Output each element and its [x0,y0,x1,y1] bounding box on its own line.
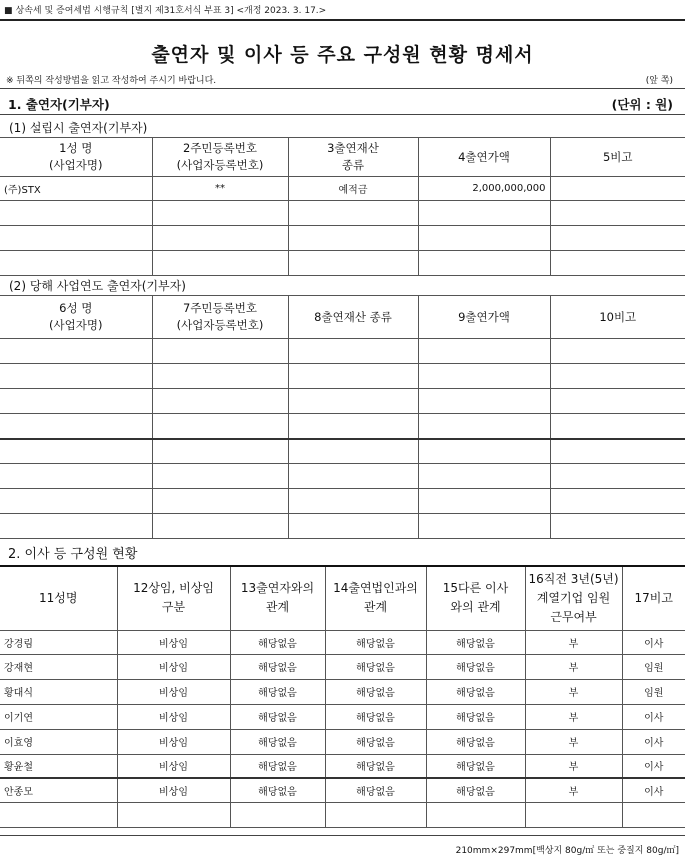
relation-director-cell: 해당없음 [426,654,525,679]
header-line: (사업자명) [49,318,103,332]
empty-cell [288,201,418,226]
member-status-cell: 비상임 [117,729,230,754]
empty-cell [418,439,550,464]
member-name-cell: 황윤철 [0,754,117,778]
reg-number-cell: ** [152,177,288,201]
member-remark-cell: 이사 [622,630,685,654]
empty-cell [230,802,325,827]
relation-director-cell: 해당없음 [426,679,525,704]
footer-divider [0,835,685,836]
unit-label: (단위 : 원) [611,97,673,112]
member-name-cell: 이기연 [0,704,117,729]
header-line: 관계 [363,600,388,615]
col-header: 9출연가액 [418,296,550,339]
empty-cell [288,389,418,414]
remark-cell [550,177,685,201]
sub1-title: (1) 설립시 출연자(기부자) [9,121,148,135]
empty-cell [550,514,685,539]
empty-cell [152,489,288,514]
empty-cell [288,251,418,276]
amount-cell: 2,000,000,000 [418,177,550,201]
member-remark-cell: 이사 [622,704,685,729]
col-header [426,566,525,630]
empty-cell [426,802,525,827]
empty-cell [418,514,550,539]
relation-director-cell: 해당없음 [426,630,525,654]
member-status-cell: 비상임 [117,754,230,778]
relation-director-cell: 해당없음 [426,704,525,729]
empty-cell [288,464,418,489]
header-line: 종류 [341,158,365,172]
header-line: 3출연재산 [327,141,379,155]
header-line: 13출연자와의 [240,581,315,596]
affiliate-history-cell: 부 [525,630,622,654]
member-status-cell: 비상임 [117,654,230,679]
empty-cell [0,414,152,439]
col-header: 4출연가액 [418,138,550,177]
col-header [0,296,152,339]
member-status-cell: 비상임 [117,679,230,704]
member-remark-cell: 임원 [622,654,685,679]
paper-spec: 210mm×297mm[백상지 80g/㎡ 또는 중질지 80g/㎡] [455,846,679,856]
member-name-cell: 안종모 [0,778,117,802]
header-line: 16직전 3년(5년) [528,571,619,586]
empty-cell [152,439,288,464]
col-header [288,138,418,177]
header-line: (사업자등록번호) [176,158,264,172]
header-line: 15다른 이사 [442,581,509,596]
empty-cell [418,364,550,389]
empty-cell [152,339,288,364]
empty-cell [418,389,550,414]
donor-name-cell: (주)STX [0,177,152,201]
affiliate-history-cell: 부 [525,729,622,754]
relation-donor-cell: 해당없음 [230,729,325,754]
empty-cell [418,226,550,251]
square-bullet-icon: ■ [4,6,13,16]
empty-cell [0,389,152,414]
empty-cell [152,514,288,539]
relation-donor-cell: 해당없음 [230,630,325,654]
empty-cell [550,439,685,464]
relation-corp-cell: 해당없음 [325,630,426,654]
header-line: 와의 관계 [450,600,501,615]
empty-cell [622,802,685,827]
empty-cell [288,339,418,364]
header-line: 7주민등록번호 [183,301,257,315]
col-header [152,296,288,339]
member-name-cell: 황대식 [0,679,117,704]
relation-corp-cell: 해당없음 [325,654,426,679]
empty-cell [418,201,550,226]
relation-donor-cell: 해당없음 [230,679,325,704]
page-side-label: (앞 쪽) [645,76,673,86]
empty-cell [550,251,685,276]
header-line: 관계 [265,600,290,615]
instruction-note: ※ 뒤쪽의 작성방법을 읽고 작성하여 주시기 바랍니다. [6,76,217,86]
empty-cell [418,251,550,276]
current-year-donor-table [0,295,685,539]
sub2-title: (2) 당해 사업연도 출연자(기부자) [9,279,186,293]
header-line: 계열기업 임원 [536,590,611,605]
empty-cell [418,414,550,439]
col-header: 11성명 [0,566,117,630]
relation-corp-cell: 해당없음 [325,778,426,802]
empty-cell [152,389,288,414]
empty-cell [0,439,152,464]
header-line: 14출연법인과의 [333,581,418,596]
header-divider [0,19,685,21]
member-remark-cell: 임원 [622,679,685,704]
col-header: 8출연재산 종류 [288,296,418,339]
empty-cell [550,414,685,439]
col-header [117,566,230,630]
col-header: 17비고 [622,566,685,630]
relation-donor-cell: 해당없음 [230,778,325,802]
affiliate-history-cell: 부 [525,778,622,802]
empty-cell [550,339,685,364]
member-name-cell: 이효영 [0,729,117,754]
section2-title: 2. 이사 등 구성원 현황 [8,547,138,562]
relation-corp-cell: 해당없음 [325,704,426,729]
member-status-cell: 비상임 [117,630,230,654]
header-line: (사업자등록번호) [176,318,264,332]
relation-corp-cell: 해당없음 [325,679,426,704]
header-line: 12상임, 비상임 [133,581,214,596]
affiliate-history-cell: 부 [525,654,622,679]
member-remark-cell: 이사 [622,778,685,802]
empty-cell [550,464,685,489]
empty-cell [418,339,550,364]
empty-cell [0,226,152,251]
empty-cell [418,464,550,489]
empty-cell [0,339,152,364]
col-header [152,138,288,177]
member-status-cell: 비상임 [117,704,230,729]
empty-cell [550,226,685,251]
empty-cell [152,414,288,439]
empty-cell [288,439,418,464]
relation-donor-cell: 해당없음 [230,754,325,778]
empty-cell [525,802,622,827]
member-table [0,565,685,828]
col-header: 5비고 [550,138,685,177]
empty-cell [152,464,288,489]
form-rule-label: 상속세 및 증여세법 시행규칙 [별지 제31호서식 부표 3] <개정 2023. 3. 17.> [15,6,327,16]
empty-cell [0,489,152,514]
empty-cell [152,364,288,389]
header-line: 근무여부 [550,609,597,624]
relation-donor-cell: 해당없음 [230,654,325,679]
affiliate-history-cell: 부 [525,704,622,729]
relation-director-cell: 해당없음 [426,729,525,754]
note-divider [0,88,685,89]
empty-cell [550,489,685,514]
col-header [230,566,325,630]
member-name-cell: 강재현 [0,654,117,679]
member-name-cell: 강경림 [0,630,117,654]
empty-cell [117,802,230,827]
empty-cell [0,802,117,827]
header-line: 6성 명 [59,301,93,315]
relation-corp-cell: 해당없음 [325,729,426,754]
empty-cell [152,226,288,251]
header-line: 2주민등록번호 [183,141,257,155]
empty-cell [152,201,288,226]
page-title: 출연자 및 이사 등 주요 구성원 현황 명세서 [151,44,534,66]
form-header [4,3,326,16]
section1-title: 1. 출연자(기부자) [8,97,110,112]
empty-cell [550,389,685,414]
empty-cell [0,364,152,389]
empty-cell [288,514,418,539]
empty-cell [288,489,418,514]
empty-cell [550,201,685,226]
founding-donor-table [0,137,685,276]
empty-cell [0,514,152,539]
header-line: 구분 [161,600,186,615]
col-header [325,566,426,630]
empty-cell [288,226,418,251]
empty-cell [152,251,288,276]
empty-cell [0,251,152,276]
section1-divider [0,114,685,115]
empty-cell [418,489,550,514]
relation-director-cell: 해당없음 [426,778,525,802]
col-header [0,138,152,177]
empty-cell [288,364,418,389]
header-line: (사업자명) [49,158,103,172]
member-status-cell: 비상임 [117,778,230,802]
asset-type-cell: 예적금 [288,177,418,201]
empty-cell [325,802,426,827]
member-remark-cell: 이사 [622,729,685,754]
empty-cell [0,464,152,489]
affiliate-history-cell: 부 [525,754,622,778]
affiliate-history-cell: 부 [525,679,622,704]
relation-donor-cell: 해당없음 [230,704,325,729]
member-remark-cell: 이사 [622,754,685,778]
empty-cell [0,201,152,226]
header-line: 1성 명 [59,141,93,155]
empty-cell [288,414,418,439]
relation-corp-cell: 해당없음 [325,754,426,778]
empty-cell [550,364,685,389]
relation-director-cell: 해당없음 [426,754,525,778]
col-header: 10비고 [550,296,685,339]
col-header [525,566,622,630]
